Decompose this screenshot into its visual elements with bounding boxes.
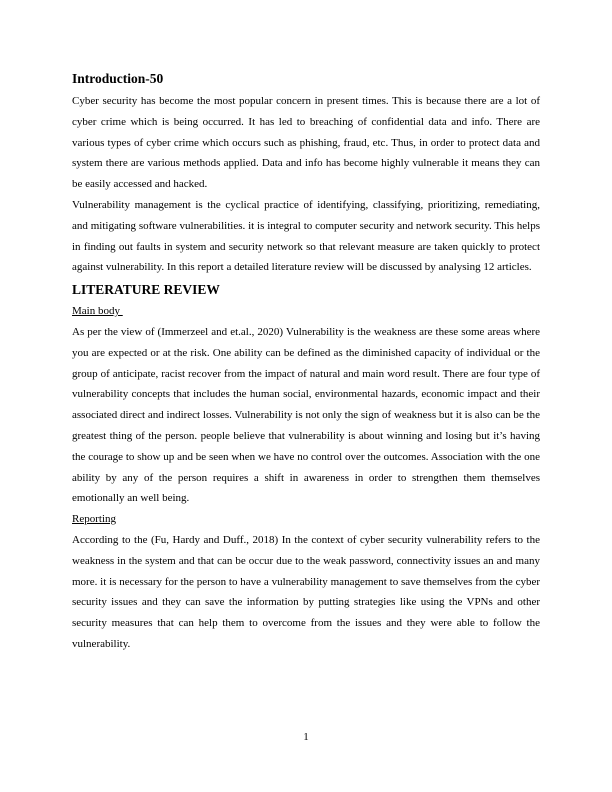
- reporting-subheading: Reporting: [72, 513, 116, 526]
- intro-paragraph-2: Vulnerability management is the cyclical practice of identifying, classifying, prioritizing, remediating, and mitigating software vulnerabilities. it is integral to computer security and network security. This helps in finding out faults in system and security network so that relevant measure are taken quickly to protect against vulnerability. In this report a detailed literature review will be discussed by analysing 12 articles.: [72, 198, 540, 274]
- reporting-paragraph: According to the (Fu, Hardy and Duff., 2018) In the context of cyber security vulnerability refers to the weakness in the system and that can be occur due to the weak password, connectivity issues an and many more. it is necessary for the person to have a vulnerability management to save themselves from the cyber security issues and they can save the information by putting strategies like using the VPNs and other security measures that can help them to overcome from the issues and they were able to follow the vulnerability.: [72, 533, 540, 650]
- intro-paragraph-1: Cyber security has become the most popular concern in present times. This is because there are a lot of cyber crime which is being occurred. It has led to breaching of confidential data and info. There are various types of cyber crime which occurs such as phishing, fraud, etc. Thus, in order to protect data and system there are various methods applied. Data and info has become highly vulnerable it means they can be easily accessed and hacked.: [72, 95, 540, 191]
- main-body-paragraph: As per the view of (Immerzeel and et.al., 2020) Vulnerability is the weakness are these some areas where you are expected or at the risk. One ability can be defined as the diminished capacity of individual or the group of anticipate, racist recover from the impact of natural and main word result. There are four type of vulnerability concepts that includes the human social, environmental hazards, economic impact and their associated direct and indirect losses. Vulnerability is not only the sign of weakness but it is also can be the greatest thing of the person. people believe that vulnerability is about winning and losing but it’s having the courage to show up and be seen when we have no control over the outcomes. Association with the one ability by any of the person requires a shift in awareness in order to strengthen them themselves emotionally an well being.: [72, 325, 540, 505]
- page-number: 1: [303, 731, 309, 743]
- introduction-heading: Introduction-50: [72, 71, 164, 86]
- document-page: [72, 70, 540, 655]
- main-body-subheading: Main body: [72, 305, 123, 318]
- literature-review-heading: LITERATURE REVIEW: [72, 282, 220, 298]
